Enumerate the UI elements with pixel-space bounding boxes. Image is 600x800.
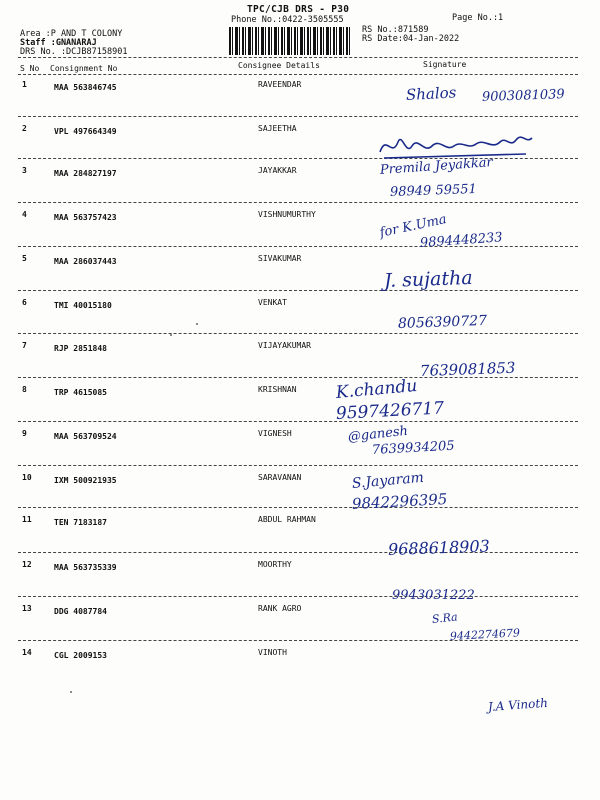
row-consignee: VISHNUMURTHY [258,210,316,219]
row-signature: 9943031222 [392,588,475,603]
row-consignee: ABDUL RAHMAN [258,515,316,524]
row-consignee: JAYAKKAR [258,166,297,175]
row-consignee: RANK AGRO [258,604,302,613]
row-sno: 5 [22,254,27,263]
row-signature: for K.Uma [378,212,448,241]
row-signature: S.Jayaram [351,469,425,492]
row-consignment-no: TMI 40015180 [54,301,112,310]
column-consignment: Consignment No [50,64,118,73]
row-signature: 9442274679 [449,626,521,643]
rs-date: RS Date:04-Jan-2022 [362,34,460,44]
staff-field: Staff :GNANARAJ [20,38,97,48]
row-separator [18,552,578,553]
row-signature: 7639081853 [419,358,516,380]
row-consignee: MOORTHY [258,560,292,569]
column-sno: S No [20,64,40,73]
row-consignment-no: VPL 497664349 [54,127,117,136]
row-signature: 9597426717 [335,398,445,424]
row-sno: 3 [22,166,27,175]
row-separator [18,202,578,203]
row-signature: J. sujatha [383,266,473,292]
row-sno: 9 [22,429,27,438]
row-consignee: VIJAYAKUMAR [258,341,311,350]
row-signature: @ganesh [347,423,409,445]
phone-number: Phone No.:0422-3505555 [231,15,344,25]
rs-number: RS No.:871589 [362,25,429,35]
row-signature: 9003081039 [481,87,565,105]
row-signature: 7639934205 [371,438,455,458]
row-consignment-no: MAA 284827197 [54,169,117,178]
row-consignment-no: TRP 4615085 [54,388,107,397]
area-field: Area :P AND T COLONY [20,29,123,39]
row-sno: 10 [22,473,32,482]
row-consignment-no: DDG 4087784 [54,607,107,616]
row-consignment-no: MAA 563735339 [54,563,117,572]
row-consignment-no: MAA 563846745 [54,83,117,92]
row-sno: 2 [22,124,27,133]
row-sno: 12 [22,560,32,569]
column-consignee: Consignee Details [238,61,320,70]
row-signature: K.chandu [335,375,419,403]
row-consignee: SARAVANAN [258,473,302,482]
row-sno: 11 [22,515,32,524]
scan-speck [196,323,198,325]
row-separator [18,507,578,508]
row-consignee: KRISHNAN [258,385,297,394]
row-sno: 14 [22,648,32,657]
row-sno: 6 [22,298,27,307]
row-consignee: SIVAKUMAR [258,254,302,263]
row-sno: 8 [22,385,27,394]
row-separator [18,290,578,291]
row-consignment-no: MAA 286037443 [54,257,117,266]
header-rule-bottom [18,74,578,75]
row-consignee: VENKAT [258,298,287,307]
row-consignment-no: IXM 500921935 [54,476,117,485]
page-number: Page No.:1 [452,13,504,23]
scan-speck [170,334,172,336]
row-sno: 13 [22,604,32,613]
row-separator [18,116,578,117]
row-consignee: VIGNESH [258,429,292,438]
header-rule-top [18,57,578,58]
drs-number: DRS No. :DCJB87158901 [20,47,128,57]
row-consignee: SAJEETHA [258,124,297,133]
row-signature: J.A Vinoth [487,695,549,714]
row-consignee: RAVEENDAR [258,80,302,89]
row-consignment-no: MAA 563757423 [54,213,117,222]
column-signature: Signature [423,60,467,69]
row-signature: 9894448233 [419,230,504,251]
row-consignee: VINOTH [258,648,287,657]
row-sno: 4 [22,210,27,219]
row-separator [18,421,578,422]
row-consignment-no: TEN 7183187 [54,518,107,527]
row-signature: 9842296395 [351,490,448,513]
row-sno: 1 [22,80,27,89]
row-separator [18,333,578,334]
row-signature: 9688618903 [387,536,491,559]
row-signature: 8056390727 [397,312,488,332]
row-consignment-no: MAA 563709524 [54,432,117,441]
row-signature: S.Ra [431,610,459,626]
row-separator [18,246,578,247]
row-consignment-no: CGL 2009153 [54,651,107,660]
row-consignment-no: RJP 2851848 [54,344,107,353]
barcode [229,27,351,55]
row-separator [18,465,578,466]
scan-speck [70,691,72,693]
document-title: TPC/CJB DRS - P30 [247,4,350,15]
row-signature: Premila Jeyakkar [379,155,494,178]
row-sno: 7 [22,341,27,350]
row-separator [18,596,578,597]
row-signature: Shalos [405,83,457,104]
row-signature: 98949 59551 [389,181,478,200]
